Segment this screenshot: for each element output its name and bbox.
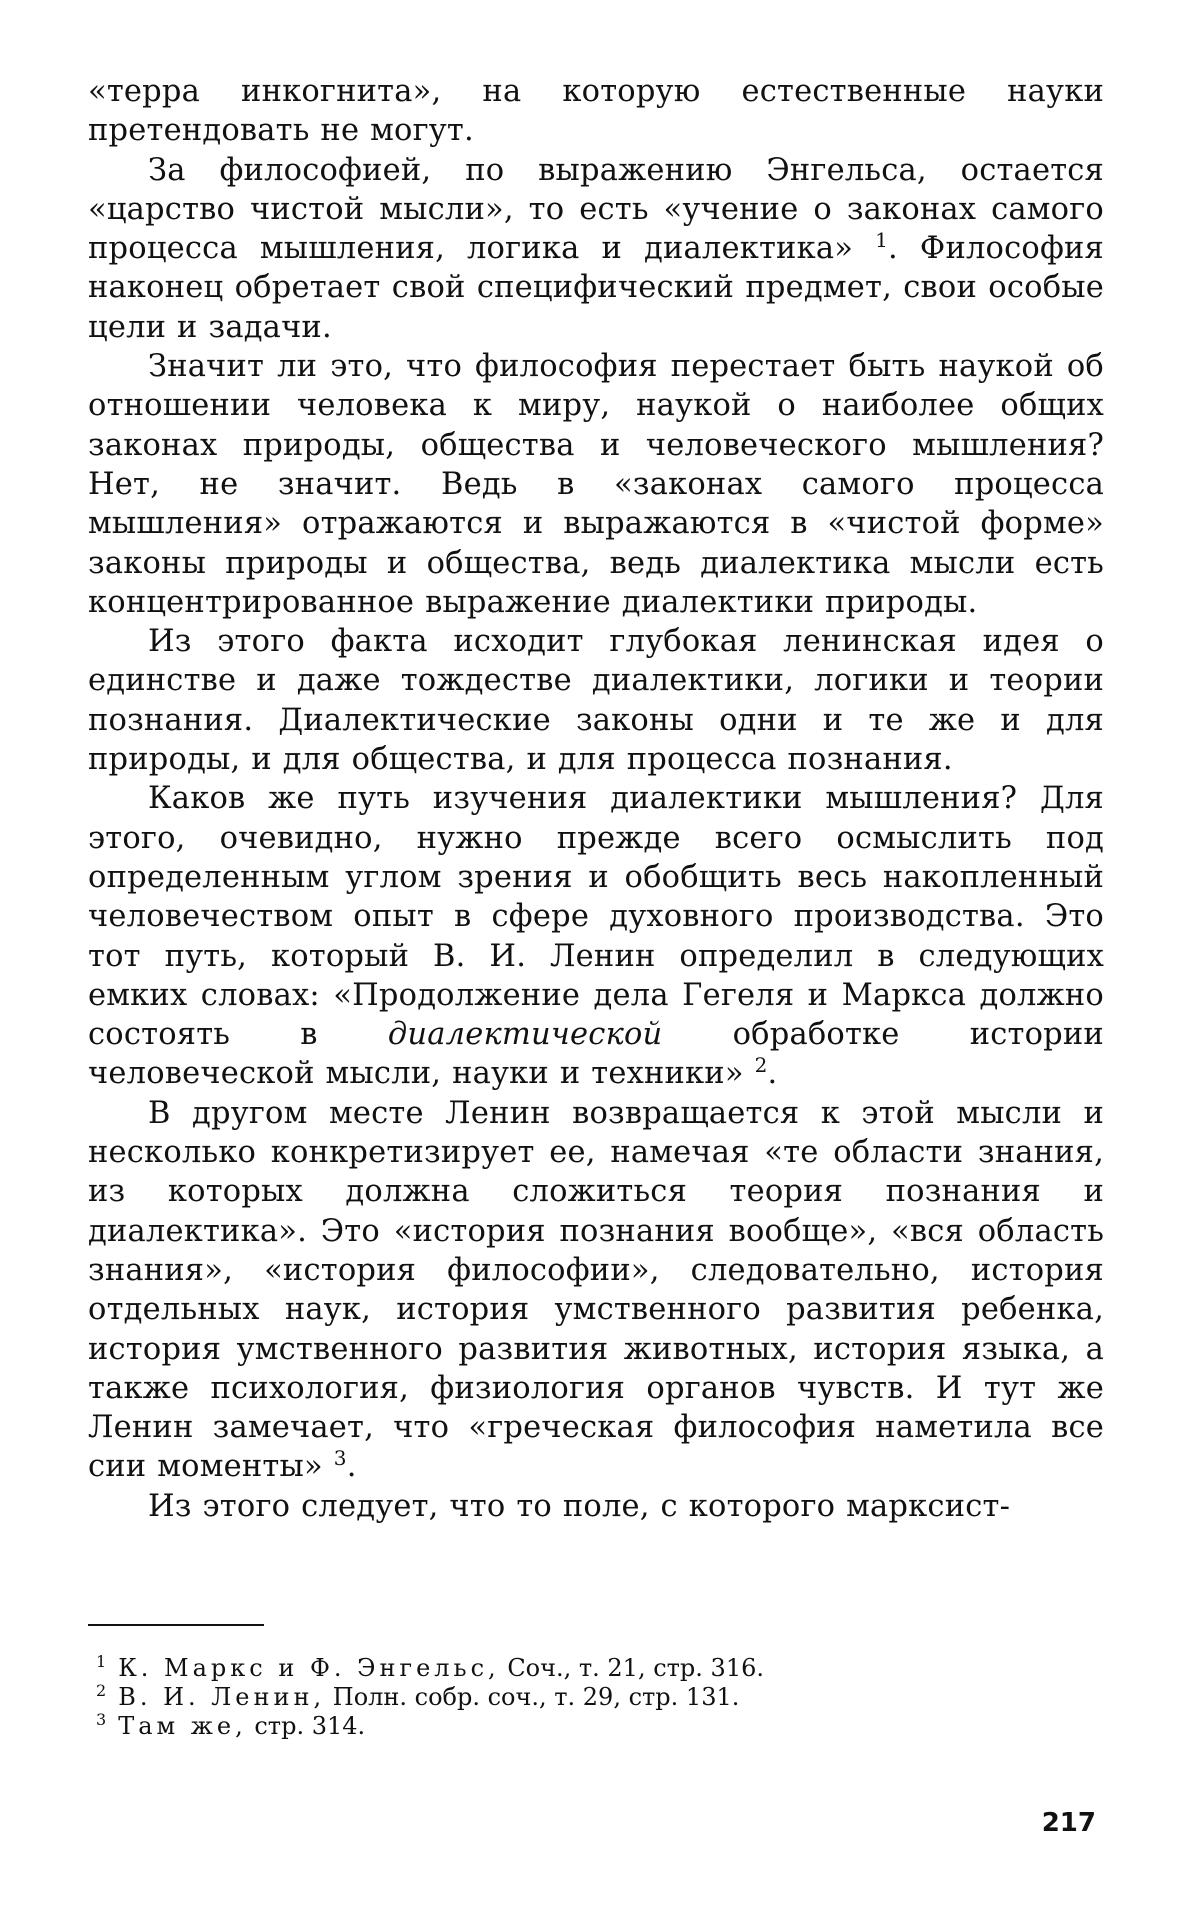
footnote-ref-1: 1 [875, 228, 889, 253]
paragraph-dialectics-path: Каков же путь изучения диалектики мышления? Для этого, очевидно, нужно прежде всего осмыслить под определенным углом зрения и обобщить весь накопленный человечеством опыт в сфере духовного производства. Это тот путь, который В. И. Ленин определил в следующих емких словах: «Продолжение дела Гегеля и Маркса должно состоять в диалектической обработке истории человеческой мысли, науки и техники» $^2$. [88, 781, 1104, 1092]
footnote-2 [88, 1683, 1104, 1712]
footnote-1 [88, 1654, 1104, 1683]
footnote-number: 3 [96, 1710, 107, 1729]
paragraph-knowledge-areas: В другом месте Ленин возвращается к этой мысли и несколько конкретизирует ее, намечая «те области знания, из которых должна сложиться теория познания и диалектика». Это «история познания вообще», «вся область знания», «история философии», следовательно, история отдельных наук, история умственного развития ребенка, история умственного развития животных, история языка, а также психология, физиология органов чувств. И тут же Ленин замечает, что «греческая философия наметила все сии моменты» $^3$. [88, 1095, 1104, 1485]
footnote-number: 1 [96, 1652, 107, 1671]
main-text [88, 72, 1104, 1526]
paragraph-philosophy: Значит ли это, что философия перестает быть наукой об отношении человека к миру, наукой о наиболее общих законах природы, общества и человеческого мышления? Нет, не значит. Ведь в «законах самого процесса мышления» отражаются и выражаются в «чистой форме» законы природы и общества, ведь диалектика мысли есть концентрированное выражение диалектики природы. [88, 349, 1104, 620]
paragraph-text: За философией, по выражению Энгельса, остается «царство чистой мысли», то есть «учение о законах самого процесса мышления, логика и диалектика» [88, 152, 1104, 267]
paragraph-continuation: «терра инкогнита», на которую естественные науки претендовать не могут. [88, 74, 1104, 149]
footnote-ref-2: 2 [754, 1053, 768, 1078]
footnote-author: Там же, [118, 1712, 247, 1740]
page-number: 217 [1041, 1808, 1096, 1838]
paragraph-text: Каков же путь изучения диалектики мышления? Для этого, очевидно, нужно прежде всего осмыслить под определенным углом зрения и обобщить весь накопленный человечеством опыт в сфере духовного производства. Это тот путь, который В. И. Ленин определил в следующих емких словах: «Продолжение дела Гегеля и Маркса должно состоять в [88, 781, 1104, 1053]
footnote-author: В. И. Ленин, [118, 1683, 326, 1711]
italic-word: диалектической [387, 1017, 663, 1053]
paragraph-lenin-idea: Из этого факта исходит глубокая ленинская идея о единстве и даже тождестве диалектики, логики и теории познания. Диалектические законы одни и те же и для природы, и для общества, и для процесса познания. [88, 624, 1104, 778]
paragraph-text: В другом месте Ленин возвращается к этой мысли и несколько конкретизирует ее, намечая «те области знания, из которых должна сложиться теория познания и диалектика». Это «история познания вообще», «вся область знания», «история философии», следовательно, история отдельных наук, история умственного развития ребенка, история умственного развития животных, история языка, а также психология, физиология органов чувств. И тут же Ленин замечает, что «греческая философия наметила все сии моменты» [88, 1095, 1104, 1485]
footnote-3 [88, 1712, 1104, 1741]
book-page [88, 72, 1104, 1872]
footnotes [88, 1654, 1104, 1741]
footnote-number: 2 [96, 1681, 107, 1700]
footnote-text: Полн. собр. соч., т. 29, стр. 131. [332, 1683, 740, 1711]
paragraph-text: обработке истории человеческой мысли, науки и техники» [88, 1017, 1104, 1092]
footnote-author: К. Маркс и Ф. Энгельс, [118, 1654, 500, 1682]
paragraph-text: Философия наконец обретает свой специфический предмет, свои особые цели и задачи. [88, 231, 1104, 345]
paragraph-final: Из этого следует, что то поле, с которого марксист- [148, 1488, 1011, 1524]
footnote-ref-3: 3 [333, 1446, 347, 1471]
paragraph-engels: За философией, по выражению Энгельса, остается «царство чистой мысли», то есть «учение о законах самого процесса мышления, логика и диалектика» $^1$. Философия наконец обретает свой специфический предмет, свои особые цели и задачи. [88, 152, 1104, 345]
footnote-text: Соч., т. 21, стр. 316. [507, 1654, 764, 1682]
footnote-text: стр. 314. [254, 1712, 366, 1740]
footnote-divider [88, 1624, 264, 1626]
